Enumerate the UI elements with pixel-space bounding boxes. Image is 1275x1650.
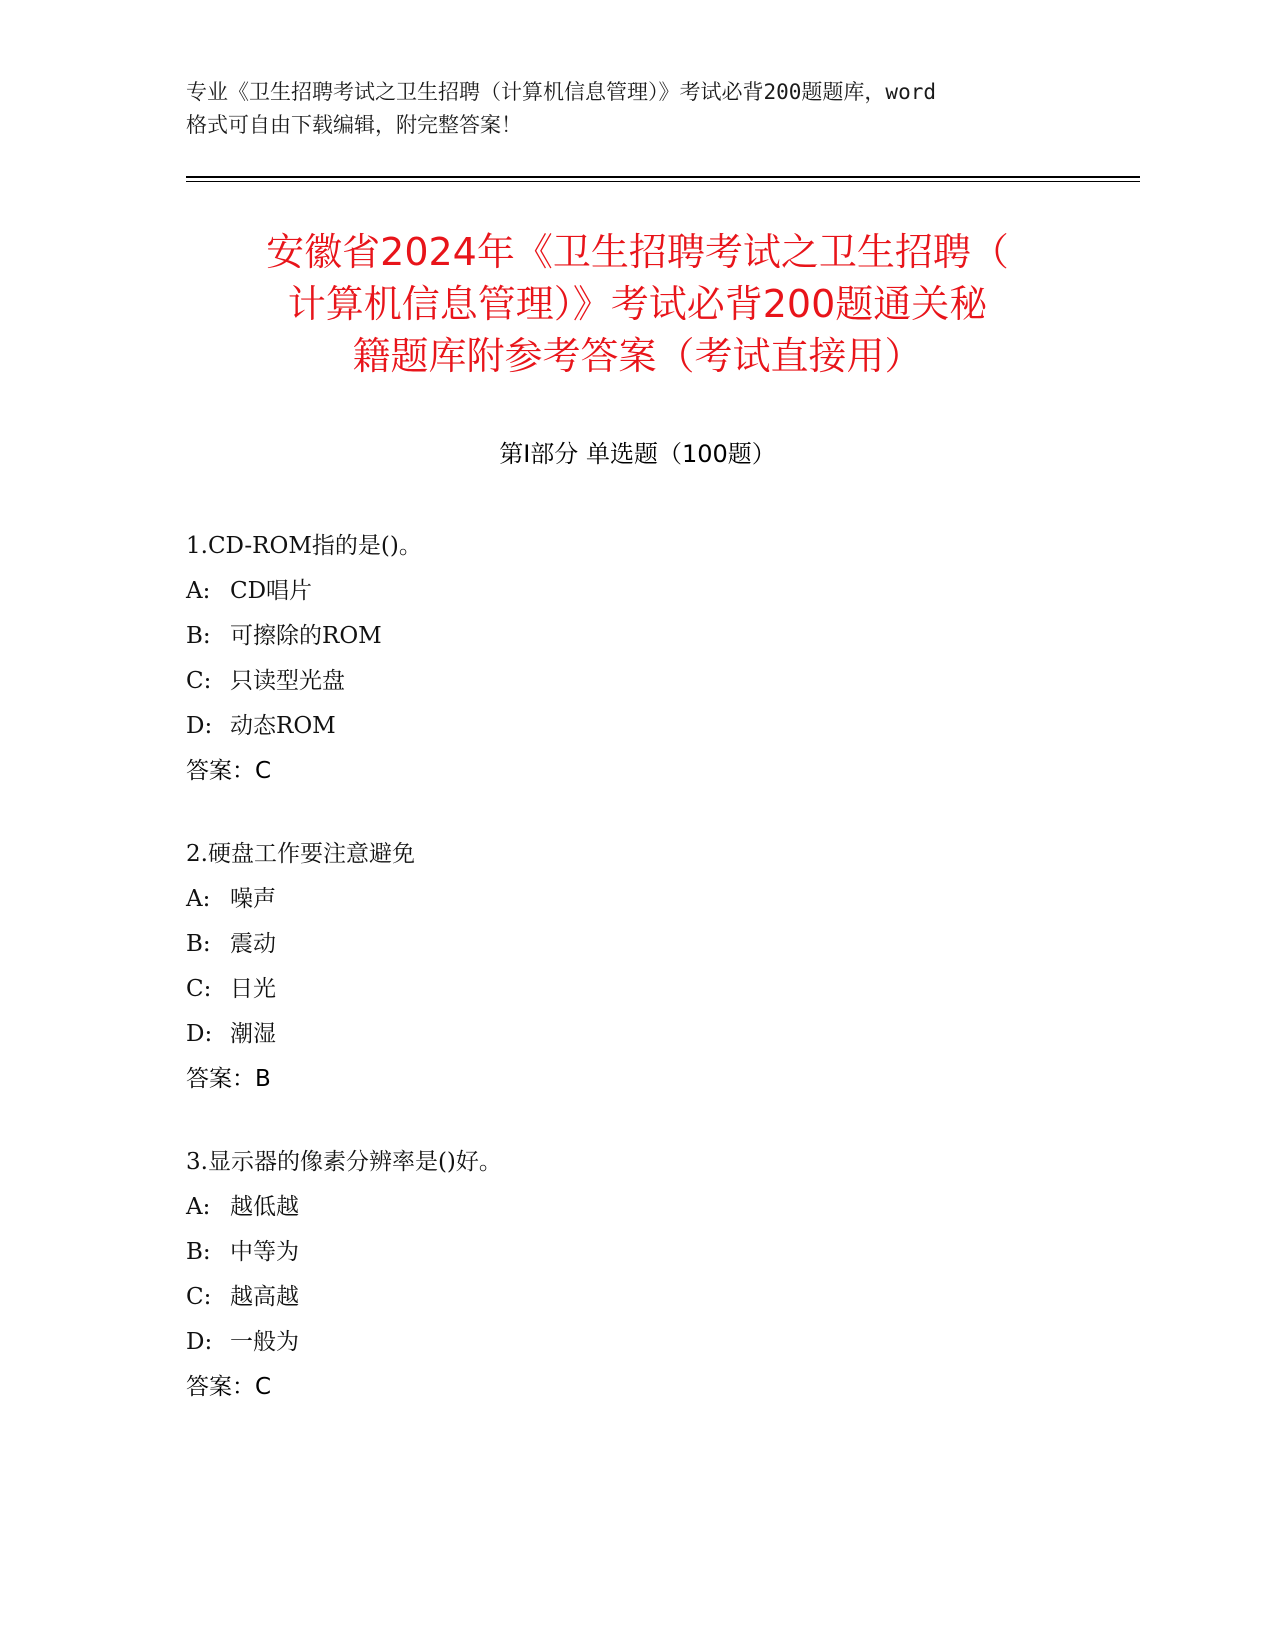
question-stem: 3.显示器的像素分辨率是()好。 [186,1149,502,1175]
option-c [186,659,1086,704]
question-item [186,524,1086,794]
question-stem: 2.硬盘工作要注意避免 [186,841,415,867]
option-label: A: [186,886,211,912]
option-text: 越低越 [230,1194,299,1220]
option-text: 噪声 [230,886,276,912]
option-a [186,877,1086,922]
option-a [186,1185,1086,1230]
header-divider-thick [186,176,1140,178]
option-label: C: [186,1284,212,1310]
option-text: 震动 [230,931,276,957]
section-heading: 第Ⅰ部分 单选题（100题） [499,440,776,468]
option-label: B: [186,1239,211,1265]
option-label: C: [186,976,212,1002]
title-line-2: 计算机信息管理）》考试必背200题通关秘 [287,282,988,326]
option-c [186,1275,1086,1320]
option-label: C: [186,668,212,694]
option-text: 日光 [230,976,276,1002]
header-line-1: 专业《卫生招聘考试之卫生招聘（计算机信息管理）》考试必背200题题库，word [186,80,936,104]
document-title [150,226,1125,382]
option-text: 一般为 [230,1329,299,1355]
option-text: 越高越 [230,1284,299,1310]
header-line-2: 格式可自由下载编辑，附完整答案！ [186,113,522,137]
answer-line: 答案：C [186,1374,272,1400]
option-b [186,614,1086,659]
option-label: B: [186,623,211,649]
option-label: D: [186,1329,213,1355]
option-text: 中等为 [230,1239,299,1265]
answer-line: 答案：B [186,1066,271,1092]
option-label: D: [186,1021,213,1047]
option-c [186,967,1086,1012]
option-label: B: [186,931,211,957]
option-text: 可擦除的ROM [230,623,382,649]
answer-line: 答案：C [186,758,272,784]
option-text: 只读型光盘 [230,668,345,694]
option-text: 动态ROM [230,713,336,739]
question-item [186,1140,1086,1410]
option-label: A: [186,1194,211,1220]
question-item [186,832,1086,1102]
document-header [186,76,1086,142]
option-d [186,1012,1086,1057]
title-line-3: 籍题库附参考答案（考试直接用） [352,334,923,378]
question-list [186,524,1086,1448]
header-divider-thin [186,181,1140,182]
option-text: 潮湿 [230,1021,276,1047]
option-a [186,569,1086,614]
option-d [186,1320,1086,1365]
option-b [186,922,1086,967]
question-stem: 1.CD-ROM指的是()。 [186,533,422,559]
option-d [186,704,1086,749]
option-text: CD唱片 [230,578,313,604]
option-label: A: [186,578,211,604]
option-b [186,1230,1086,1275]
title-line-1: 安徽省2024年《卫生招聘考试之卫生招聘（ [266,230,1009,274]
option-label: D: [186,713,213,739]
